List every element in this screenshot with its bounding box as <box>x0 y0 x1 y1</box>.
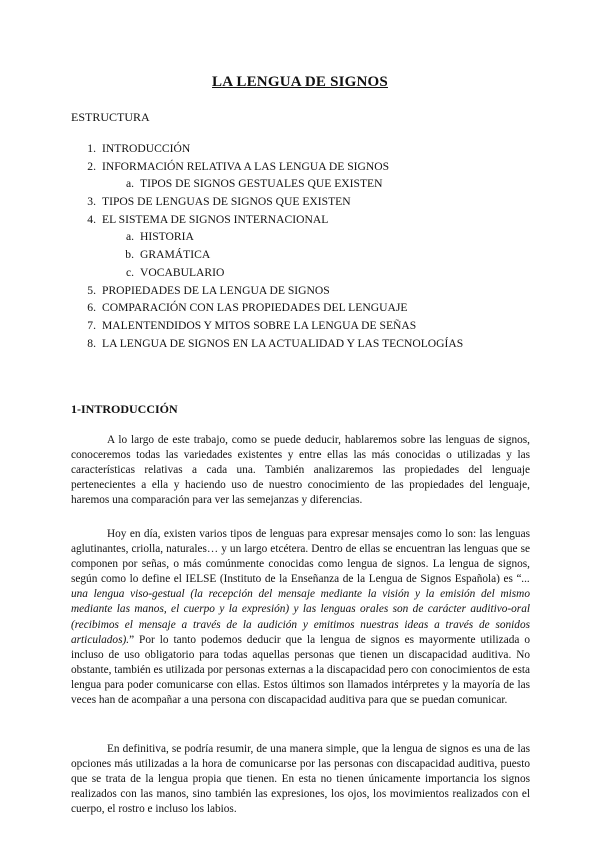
toc-subitem <box>0 175 600 193</box>
toc-subitem <box>0 246 600 264</box>
toc-item-number: a. <box>125 177 134 191</box>
structure-heading: ESTRUCTURA <box>71 110 150 124</box>
toc-item-number: 3. <box>87 195 96 209</box>
toc-item <box>0 335 600 353</box>
toc-item-text: MALENTENDIDOS Y MITOS SOBRE LA LENGUA DE SEÑAS <box>102 318 417 332</box>
toc-item-text: TIPOS DE SIGNOS GESTUALES QUE EXISTEN <box>140 177 383 191</box>
toc-item <box>0 193 600 211</box>
toc-item <box>0 211 600 229</box>
document-title: LA LENGUA DE SIGNOS <box>212 74 388 90</box>
toc-item <box>0 299 600 317</box>
paragraph-2 <box>71 527 530 708</box>
toc-item <box>0 140 600 158</box>
toc-item <box>0 282 600 300</box>
toc-item-number: 1. <box>87 142 96 155</box>
toc-item-number: 2. <box>87 159 96 173</box>
toc-item-text: GRAMÁTICA <box>140 248 211 262</box>
table-of-contents <box>0 140 600 352</box>
toc-item-number: 5. <box>87 283 96 297</box>
toc-item-number: 7. <box>87 318 96 332</box>
paragraph-2-quote: ... una lengua viso-gestual (la recepción del mensaje mediante la visión y la emisión del mismo mediante las manos, el cuerpo y la expresión) y las lenguas orales son de carácter auditivo-oral (recibimos el mensaje a través de la audición y emitimos nuestras ideas a través de sonidos articulados). <box>71 573 530 646</box>
toc-item-text: COMPARACIÓN CON LAS PROPIEDADES DEL LENGUAJE <box>102 301 408 315</box>
toc-item <box>0 317 600 335</box>
section-title-introduccion: 1-INTRODUCCIÓN <box>71 402 178 416</box>
toc-item-text: LA LENGUA DE SIGNOS EN LA ACTUALIDAD Y LAS TECNOLOGÍAS <box>102 336 464 350</box>
toc-item-number: 4. <box>87 212 96 226</box>
toc-item-text: INTRODUCCIÓN <box>102 142 191 155</box>
toc-item <box>0 158 600 176</box>
toc-item-text: PROPIEDADES DE LA LENGUA DE SIGNOS <box>102 283 330 297</box>
toc-item-text: INFORMACIÓN RELATIVA A LAS LENGUA DE SIGNOS <box>102 159 390 173</box>
toc-subitem <box>0 264 600 282</box>
toc-item-text: TIPOS DE LENGUAS DE SIGNOS QUE EXISTEN <box>102 195 351 209</box>
paragraph-2-text-a: Hoy en día, existen varios tipos de lenguas para expresar mensajes como lo son: las lenguas aglutinantes, criolla, naturales… y un largo etcétera. Dentro de ellas se encuentran las lenguas que se componen por señas, o más comúnmente conocidas como lengua de signos. La lengua de signos, según como lo define el IELSE (Instituto de la Enseñanza de la Lengua de Signos Española) es “ <box>71 528 530 586</box>
toc-item-number: c. <box>125 265 134 279</box>
toc-item-text: VOCABULARIO <box>140 265 225 279</box>
paragraph-3 <box>71 742 530 817</box>
toc-item-number: 8. <box>87 336 96 350</box>
paragraph-3-text: En definitiva, se podría resumir, de una manera simple, que la lengua de signos es una de las opciones más utilizadas a la hora de comunicarse por las personas con discapacidad auditiva, puesto que se trata de la lengua propia que tienen. En esta no tienen únicamente importancia los signos realizados con las manos, sino también las expresiones, los ojos, los movimientos realizados con el cuerpo, el rostro e incluso los labios. <box>71 743 530 816</box>
paragraph-2-text-b: ” Por lo tanto podemos deducir que la lengua de signos es mayormente utilizada o incluso de uso obligatorio para todas aquellas personas que tienen un discapacidad auditiva. No obstante, también es utilizada por personas externas a la discapacidad pero con conocimientos de esta lengua para poder comunicarse con ellas. Estos últimos son llamados intérpretes y la mayoría de las veces han de acompañar a una persona con discapacidad auditiva para que se puedan comunicar. <box>71 633 530 707</box>
toc-item-number: 6. <box>87 301 96 315</box>
paragraph-1-text: A lo largo de este trabajo, como se puede deducir, hablaremos sobre las lenguas de signos, conoceremos todas las variedades existentes y entre ellas las más conocidas o utilizadas y las características relativas a cada una. También analizaremos las propiedades del lenguaje pertenecientes a ella y haciendo uso de nuestro conocimiento de las propiedades del lenguaje, haremos una comparación para ver las semejanzas y diferencias. <box>71 434 530 507</box>
toc-item-number: a. <box>125 230 134 244</box>
paragraph-1 <box>71 433 530 508</box>
toc-item-text: HISTORIA <box>140 230 194 244</box>
toc-item-text: EL SISTEMA DE SIGNOS INTERNACIONAL <box>102 212 329 226</box>
toc-subitem <box>0 228 600 246</box>
toc-item-number: b. <box>125 248 134 262</box>
